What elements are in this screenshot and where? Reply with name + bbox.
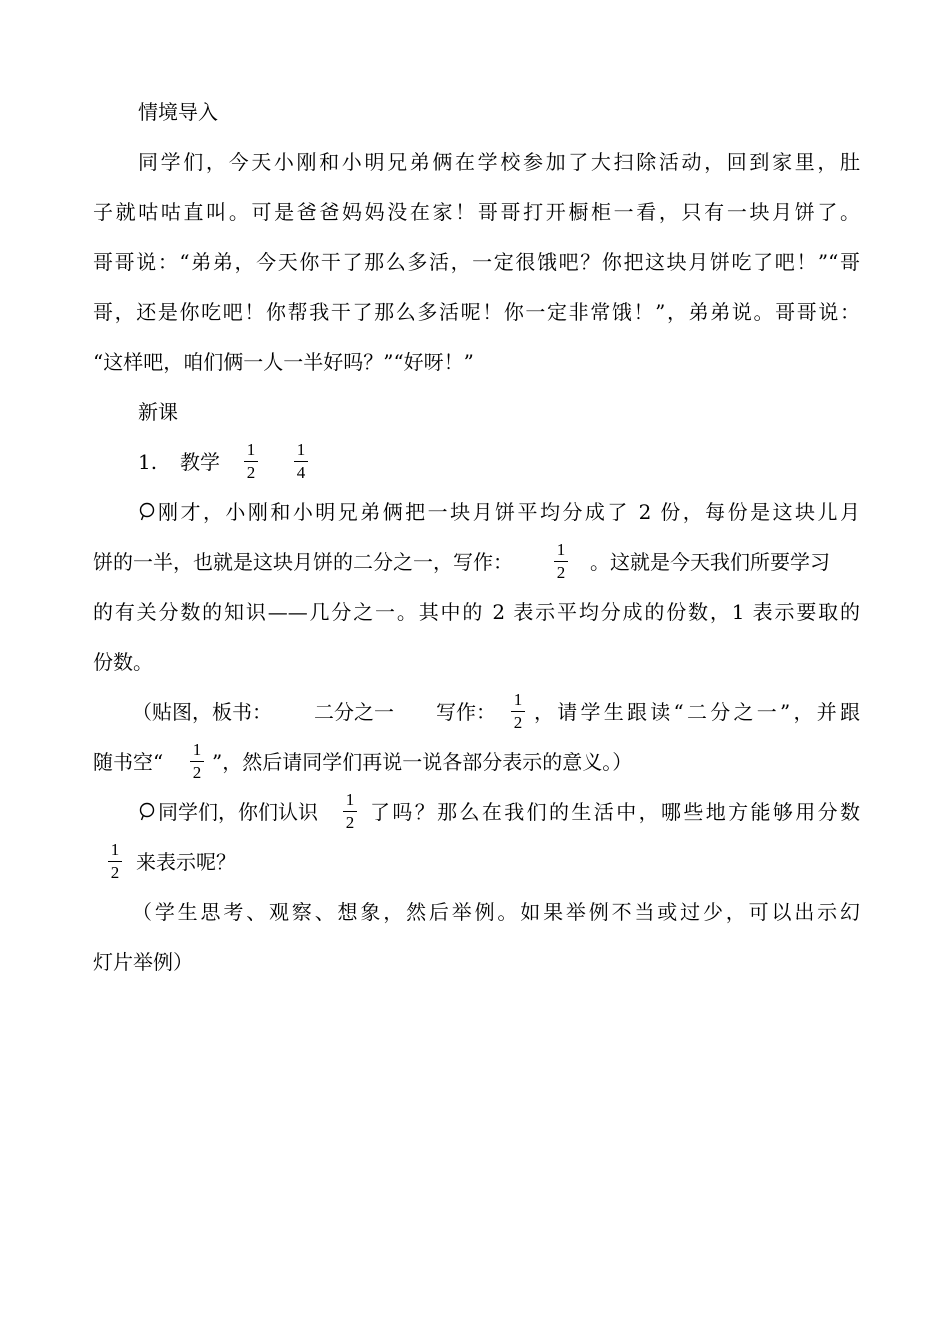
board-line-1c: 写作： — [436, 700, 496, 724]
q1-line-2b: 。这就是今天我们所要学习 — [590, 550, 830, 574]
intro-line-3: 哥哥说：“弟弟，今天你干了那么多活，一定很饿吧？你把这块月饼吃了吧！”“哥 — [93, 250, 860, 274]
fraction-numerator: 1 — [110, 840, 120, 859]
q2-line-1b: 了吗？那么在我们的生活中，哪些地方能够用分数 — [370, 800, 860, 824]
fraction-numerator: 1 — [345, 790, 355, 809]
q1-line-1: 刚才，小刚和小明兄弟俩把一块月饼平均分成了 2 份，每份是这块儿月 — [158, 500, 860, 524]
fraction-one-half — [242, 440, 260, 483]
fraction-denominator: 4 — [296, 463, 306, 482]
fraction-numerator: 1 — [246, 440, 256, 459]
intro-line-1: 同学们，今天小刚和小明兄弟俩在学校参加了大扫除活动，回到家里，肚 — [138, 150, 860, 174]
heading-new: 新课 — [138, 400, 178, 424]
fraction-bar — [294, 461, 308, 462]
q1-line-4: 份数。 — [93, 650, 153, 674]
fraction-denominator: 2 — [192, 763, 202, 782]
board-line-1b: 二分之一 — [314, 700, 394, 724]
fraction-bar — [108, 861, 122, 862]
section-1-label: 教学 — [180, 450, 220, 474]
students-line-2: 灯片举例） — [93, 950, 193, 974]
fraction-denominator: 2 — [556, 563, 566, 582]
fraction-one-quarter — [292, 440, 310, 483]
fraction-bar — [244, 461, 258, 462]
q2-line-1a: 同学们，你们认识 — [158, 800, 318, 824]
fraction-numerator: 1 — [296, 440, 306, 459]
heading-intro: 情境导入 — [138, 100, 218, 124]
fraction-denominator: 2 — [246, 463, 256, 482]
fraction-denominator: 2 — [513, 713, 523, 732]
fraction-bar — [190, 761, 204, 762]
q2-line-2: 来表示呢？ — [136, 850, 236, 874]
fraction-one-half — [509, 690, 527, 733]
intro-line-5: “这样吧，咱们俩一人一半好吗？”“好呀！” — [93, 350, 474, 374]
fraction-denominator: 2 — [345, 813, 355, 832]
fraction-bar — [343, 811, 357, 812]
students-line-1: （学生思考、观察、想象，然后举例。如果举例不当或过少，可以出示幻 — [132, 900, 860, 924]
fraction-one-half — [188, 740, 206, 783]
intro-line-2: 子就咕咕直叫。可是爸爸妈妈没在家！哥哥打开橱柜一看，只有一块月饼了。 — [93, 200, 860, 224]
fraction-bar — [554, 561, 568, 562]
fraction-one-half — [106, 840, 124, 883]
section-1-number: 1. — [138, 450, 158, 474]
question-bubble-icon — [138, 502, 156, 522]
board-line-1a: （贴图，板书： — [132, 700, 272, 724]
board-line-2a: 随书空“ — [93, 750, 164, 774]
fraction-numerator: 1 — [192, 740, 202, 759]
fraction-numerator: 1 — [556, 540, 566, 559]
fraction-one-half — [341, 790, 359, 833]
question-bubble-icon — [138, 802, 156, 822]
board-line-1d: ，请学生跟读“二分之一”，并跟 — [534, 700, 860, 724]
fraction-denominator: 2 — [110, 863, 120, 882]
board-line-2b: ”，然后请同学们再说一说各部分表示的意义。） — [212, 750, 633, 774]
intro-line-4: 哥，还是你吃吧！你帮我干了那么多活呢！你一定非常饿！”，弟弟说。哥哥说： — [93, 300, 860, 324]
fraction-numerator: 1 — [513, 690, 523, 709]
q1-line-2a: 饼的一半，也就是这块月饼的二分之一，写作： — [93, 550, 513, 574]
q1-line-3: 的有关分数的知识——几分之一。其中的 2 表示平均分成的份数，1 表示要取的 — [93, 600, 860, 624]
fraction-one-half — [552, 540, 570, 583]
fraction-bar — [511, 711, 525, 712]
